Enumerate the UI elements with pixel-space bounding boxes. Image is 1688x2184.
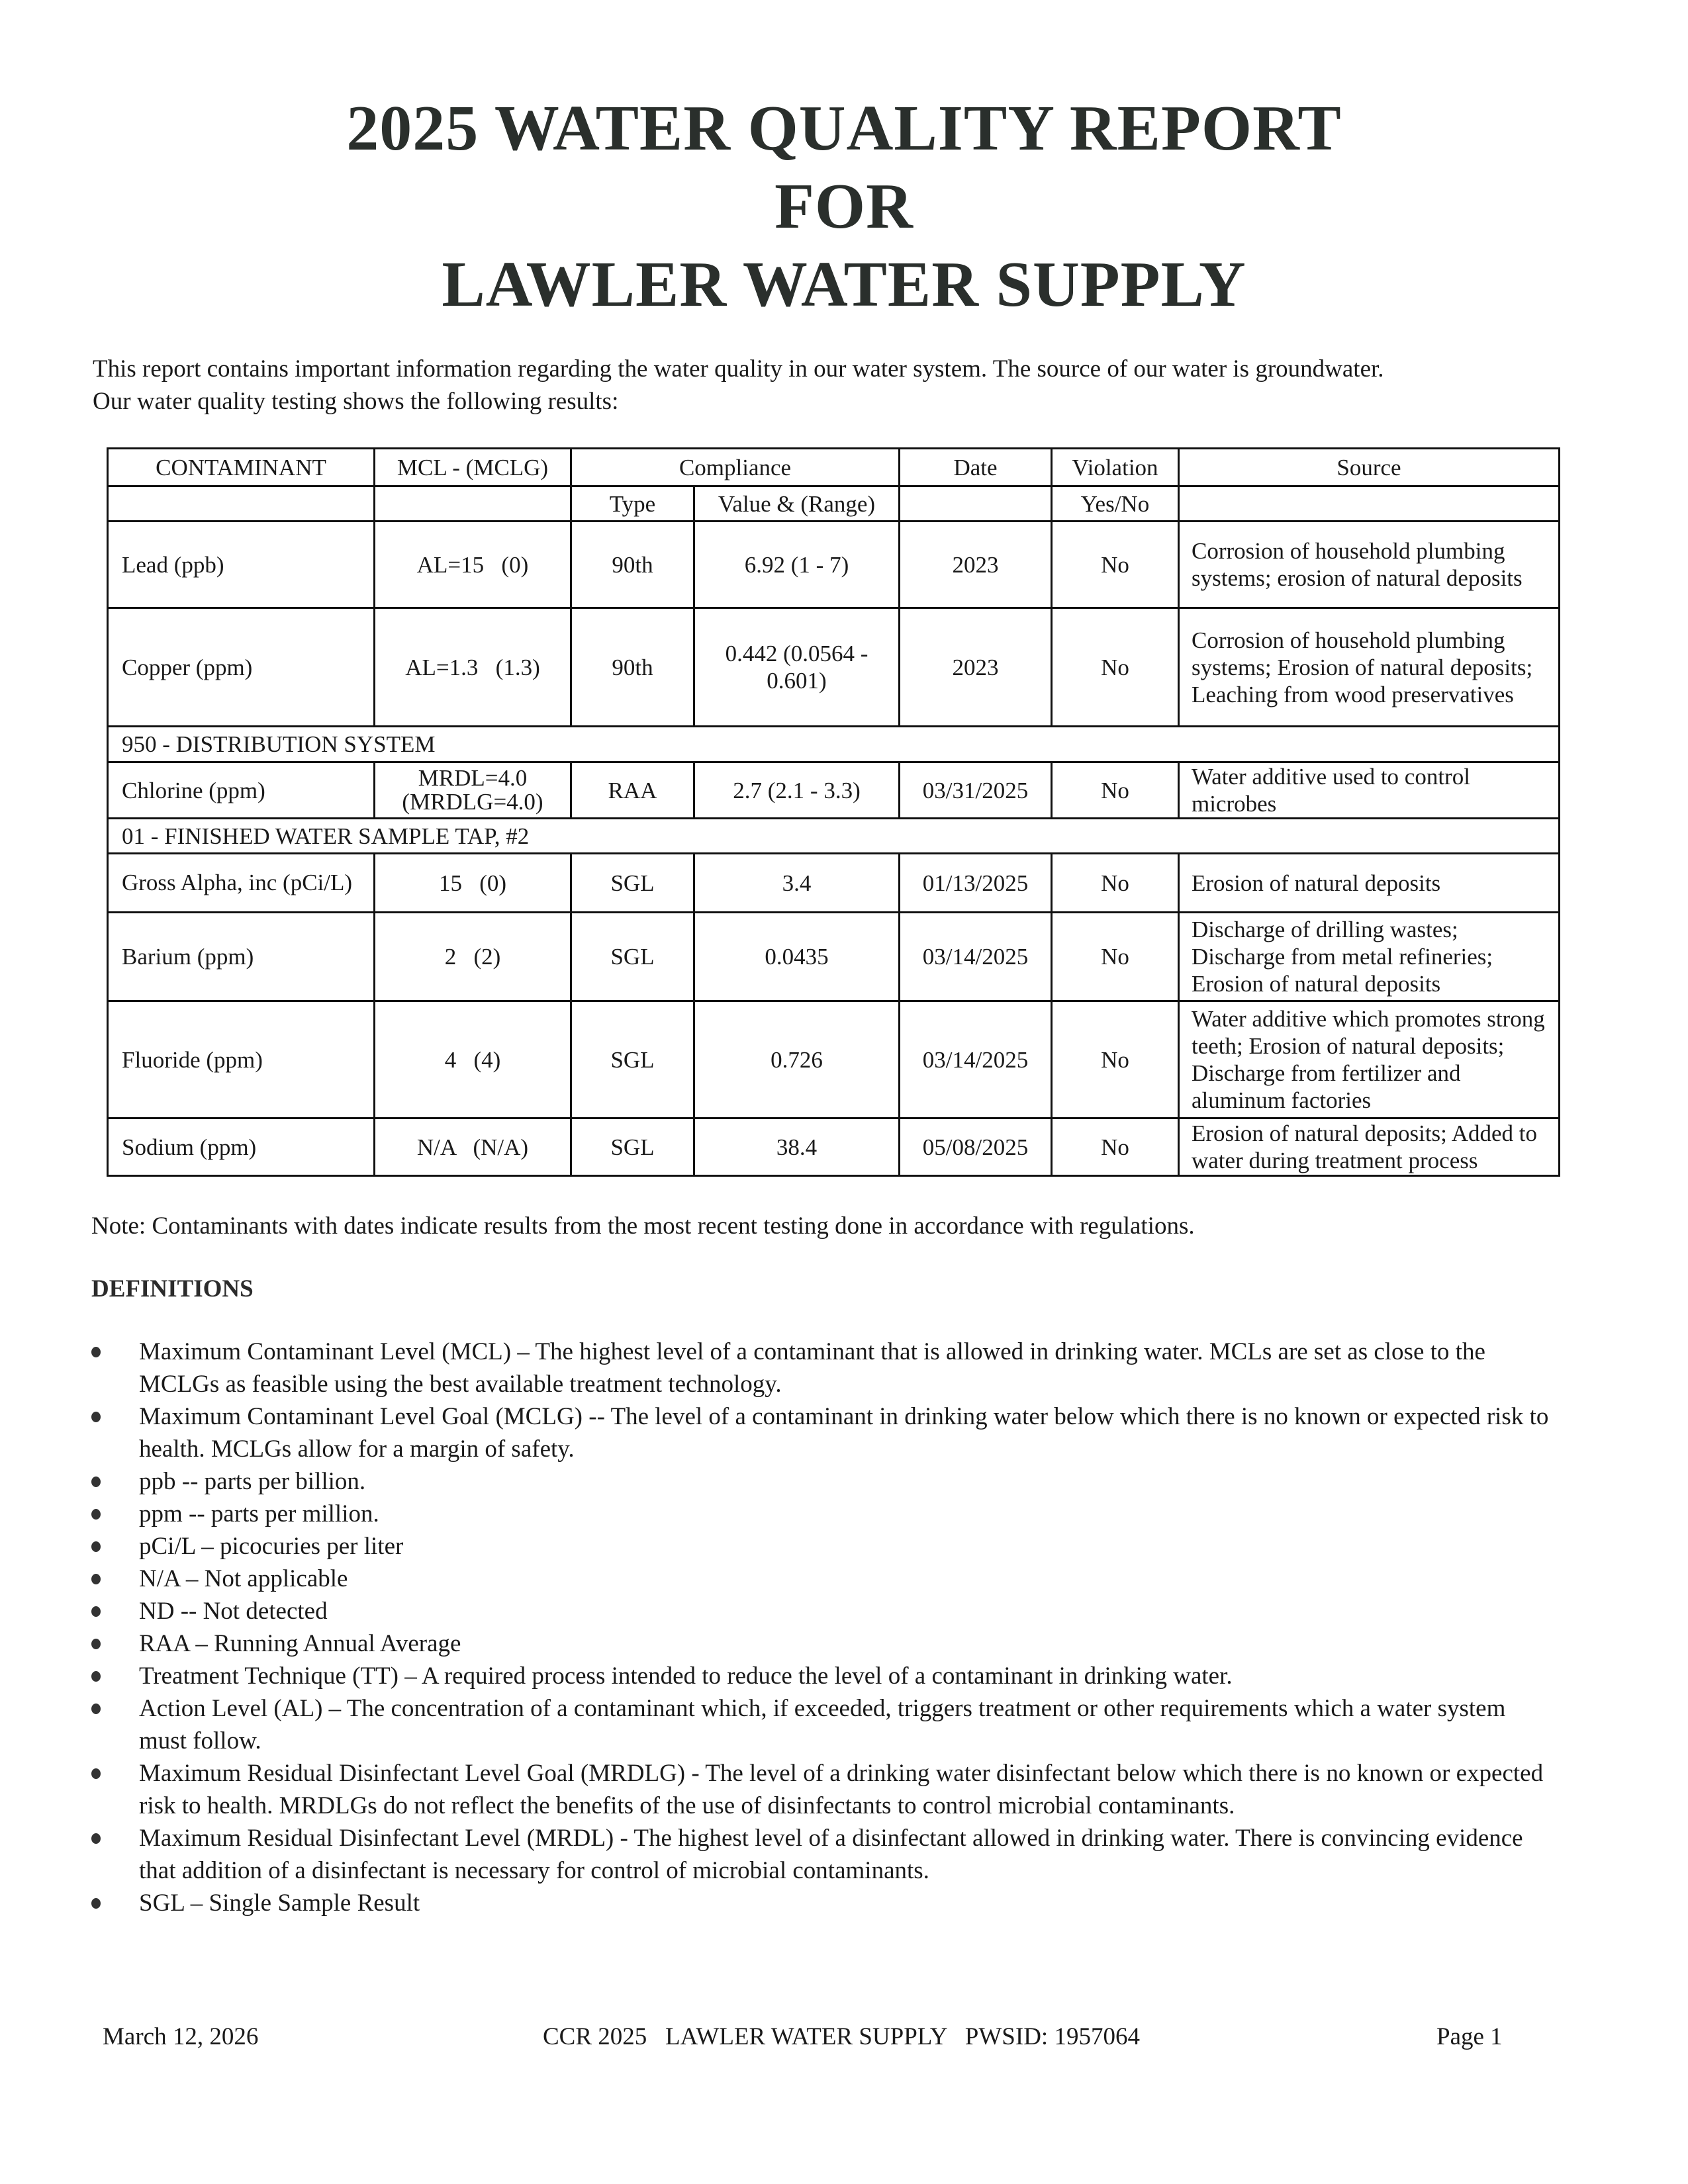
definition-item (0, 1757, 1589, 1822)
violation-cell: No (1052, 913, 1179, 1001)
bullet-icon (91, 1574, 101, 1584)
bullet-icon (91, 1833, 101, 1844)
violation-cell: No (1052, 608, 1179, 727)
definition-text: pCi/L – picocuries per liter (139, 1533, 404, 1560)
source-cell: Water additive which promotes strong teeth; Erosion of natural deposits; Discharge from fertilizer and aluminum factories (1179, 1001, 1560, 1118)
source-cell: Water additive used to control microbes (1179, 762, 1560, 819)
contaminant-cell: Sodium (ppm) (108, 1118, 375, 1176)
footer-date: March 12, 2026 (103, 2023, 259, 2050)
bullet-icon (91, 1898, 101, 1909)
footer-page-number: Page 1 (1436, 2023, 1503, 2050)
table-row (108, 522, 1560, 608)
definition-text: RAA – Running Annual Average (139, 1630, 461, 1657)
date-cell: 05/08/2025 (900, 1118, 1052, 1176)
table-row (108, 1118, 1560, 1176)
table-note: Note: Contaminants with dates indicate results from the most recent testing done in accordance with regulations. (91, 1212, 1195, 1240)
type-cell: 90th (571, 608, 694, 727)
header-violation: Violation (1052, 449, 1179, 486)
contaminant-cell: Barium (ppm) (108, 913, 375, 1001)
bullet-icon (91, 1606, 101, 1617)
footer-center: CCR 2025 LAWLER WATER SUPPLY PWSID: 1957064 (543, 2023, 1140, 2050)
header-date: Date (900, 449, 1052, 486)
mcl-cell: 4 (4) (375, 1001, 571, 1118)
subheader-empty (375, 486, 571, 522)
intro-line-1: This report contains important information regarding the water quality in our water system. The source of our water is groundwater. (93, 355, 1384, 383)
section-row (108, 819, 1560, 854)
date-cell: 01/13/2025 (900, 854, 1052, 913)
type-cell: SGL (571, 913, 694, 1001)
bullet-icon (91, 1347, 101, 1357)
type-cell: RAA (571, 762, 694, 819)
definition-text: ppb -- parts per billion. (139, 1468, 366, 1495)
definitions-heading: DEFINITIONS (91, 1275, 254, 1302)
section-label-finished-water: 01 - FINISHED WATER SAMPLE TAP, #2 (108, 819, 1560, 854)
source-cell: Erosion of natural deposits; Added to water during treatment process (1179, 1118, 1560, 1176)
table-row (108, 854, 1560, 913)
section-row (108, 727, 1560, 762)
date-cell: 03/31/2025 (900, 762, 1052, 819)
subheader-type: Type (571, 486, 694, 522)
contaminant-cell: Copper (ppm) (108, 608, 375, 727)
definition-item (0, 1887, 1589, 1919)
mcl-cell (375, 762, 571, 819)
value-cell: 38.4 (694, 1118, 900, 1176)
type-cell: 90th (571, 522, 694, 608)
bullet-icon (91, 1412, 101, 1422)
bullet-icon (91, 1639, 101, 1649)
subheader-yes-no: Yes/No (1052, 486, 1179, 522)
contaminant-cell: Chlorine (ppm) (108, 762, 375, 819)
violation-cell: No (1052, 854, 1179, 913)
type-cell: SGL (571, 1118, 694, 1176)
definitions-list (0, 1336, 1589, 1919)
value-cell: 0.726 (694, 1001, 900, 1118)
bullet-icon (91, 1477, 101, 1487)
header-row (108, 449, 1560, 486)
header-contaminant: CONTAMINANT (108, 449, 375, 486)
subheader-row (108, 486, 1560, 522)
date-cell: 03/14/2025 (900, 1001, 1052, 1118)
header-mcl: MCL - (MCLG) (375, 449, 571, 486)
violation-cell: No (1052, 1001, 1179, 1118)
definition-text: Action Level (AL) – The concentration of a contaminant which, if exceeded, triggers treatment or other requirements which a water system must follow. (139, 1695, 1506, 1754)
mcl-cell: 2 (2) (375, 913, 571, 1001)
definition-text: N/A – Not applicable (139, 1565, 348, 1592)
definition-item (0, 1498, 1589, 1530)
definition-text: ppm -- parts per million. (139, 1500, 379, 1527)
value-cell: 0.442 (0.0564 - 0.601) (694, 608, 900, 727)
violation-cell: No (1052, 1118, 1179, 1176)
mcl-line: (MRDLG=4.0) (402, 789, 543, 815)
table-row (108, 762, 1560, 819)
subheader-empty (900, 486, 1052, 522)
bullet-icon (91, 1671, 101, 1682)
definition-text: Treatment Technique (TT) – A required process intended to reduce the level of a contaminant in drinking water. (139, 1662, 1233, 1690)
bullet-icon (91, 1768, 101, 1779)
definition-text: Maximum Residual Disinfectant Level (MRDL) - The highest level of a disinfectant allowed in drinking water. There is convincing evidence that addition of a disinfectant is necessary for control of microbial contaminants. (139, 1825, 1523, 1884)
date-cell: 2023 (900, 608, 1052, 727)
header-source: Source (1179, 449, 1560, 486)
source-cell: Corrosion of household plumbing systems; erosion of natural deposits (1179, 522, 1560, 608)
bullet-icon (91, 1704, 101, 1714)
mcl-cell: N/A (N/A) (375, 1118, 571, 1176)
definition-item (0, 1530, 1589, 1563)
contaminant-cell: Lead (ppb) (108, 522, 375, 608)
value-cell: 6.92 (1 - 7) (694, 522, 900, 608)
value-cell: 0.0435 (694, 913, 900, 1001)
intro-line-2: Our water quality testing shows the following results: (93, 388, 619, 415)
mcl-cell: AL=15 (0) (375, 522, 571, 608)
violation-cell: No (1052, 522, 1179, 608)
date-cell: 2023 (900, 522, 1052, 608)
violation-cell: No (1052, 762, 1179, 819)
definition-text: ND -- Not detected (139, 1598, 328, 1625)
type-cell: SGL (571, 854, 694, 913)
definition-item (0, 1627, 1589, 1660)
value-cell: 2.7 (2.1 - 3.3) (694, 762, 900, 819)
definition-item (0, 1563, 1589, 1595)
section-label-distribution: 950 - DISTRIBUTION SYSTEM (108, 727, 1560, 762)
definition-item (0, 1822, 1589, 1887)
subheader-empty (1179, 486, 1560, 522)
report-title-line-1: 2025 WATER QUALITY REPORT (346, 93, 1342, 164)
mcl-cell: AL=1.3 (1.3) (375, 608, 571, 727)
mcl-cell: 15 (0) (375, 854, 571, 913)
source-cell: Erosion of natural deposits (1179, 854, 1560, 913)
type-cell: SGL (571, 1001, 694, 1118)
header-compliance: Compliance (571, 449, 900, 486)
bullet-icon (91, 1541, 101, 1552)
subheader-value-range: Value & (Range) (694, 486, 900, 522)
results-table (107, 447, 1560, 1177)
contaminant-cell: Gross Alpha, inc (pCi/L) (108, 854, 375, 913)
source-cell: Discharge of drilling wastes; Discharge from metal refineries; Erosion of natural deposits (1179, 913, 1560, 1001)
report-title-line-2: FOR (774, 171, 914, 242)
date-cell: 03/14/2025 (900, 913, 1052, 1001)
definition-item (0, 1595, 1589, 1627)
definition-text: SGL – Single Sample Result (139, 1889, 420, 1917)
table-row (108, 913, 1560, 1001)
subheader-empty (108, 486, 375, 522)
definition-text: Maximum Contaminant Level (MCL) – The highest level of a contaminant that is allowed in drinking water. MCLs are set as close to the MCLGs as feasible using the best available treatment technology. (139, 1338, 1485, 1398)
definition-text: Maximum Residual Disinfectant Level Goal (MRDLG) - The level of a drinking water disinfectant below which there is no known or expected risk to health. MRDLGs do not reflect the benefits of the use of disinfectants to control microbial contaminants. (139, 1760, 1544, 1819)
definition-item (0, 1336, 1589, 1400)
report-title-line-3: LAWLER WATER SUPPLY (442, 249, 1246, 320)
definition-item (0, 1692, 1589, 1757)
value-cell: 3.4 (694, 854, 900, 913)
mcl-line: MRDL=4.0 (418, 765, 528, 791)
source-cell: Corrosion of household plumbing systems; Erosion of natural deposits; Leaching from wood preservatives (1179, 608, 1560, 727)
definition-text: Maximum Contaminant Level Goal (MCLG) -- The level of a contaminant in drinking water below which there is no known or expected risk to health. MCLGs allow for a margin of safety. (139, 1403, 1549, 1463)
definition-item (0, 1660, 1589, 1692)
bullet-icon (91, 1509, 101, 1520)
table-row (108, 1001, 1560, 1118)
definition-item (0, 1465, 1589, 1498)
contaminant-cell: Fluoride (ppm) (108, 1001, 375, 1118)
table-row (108, 608, 1560, 727)
definition-item (0, 1400, 1589, 1465)
